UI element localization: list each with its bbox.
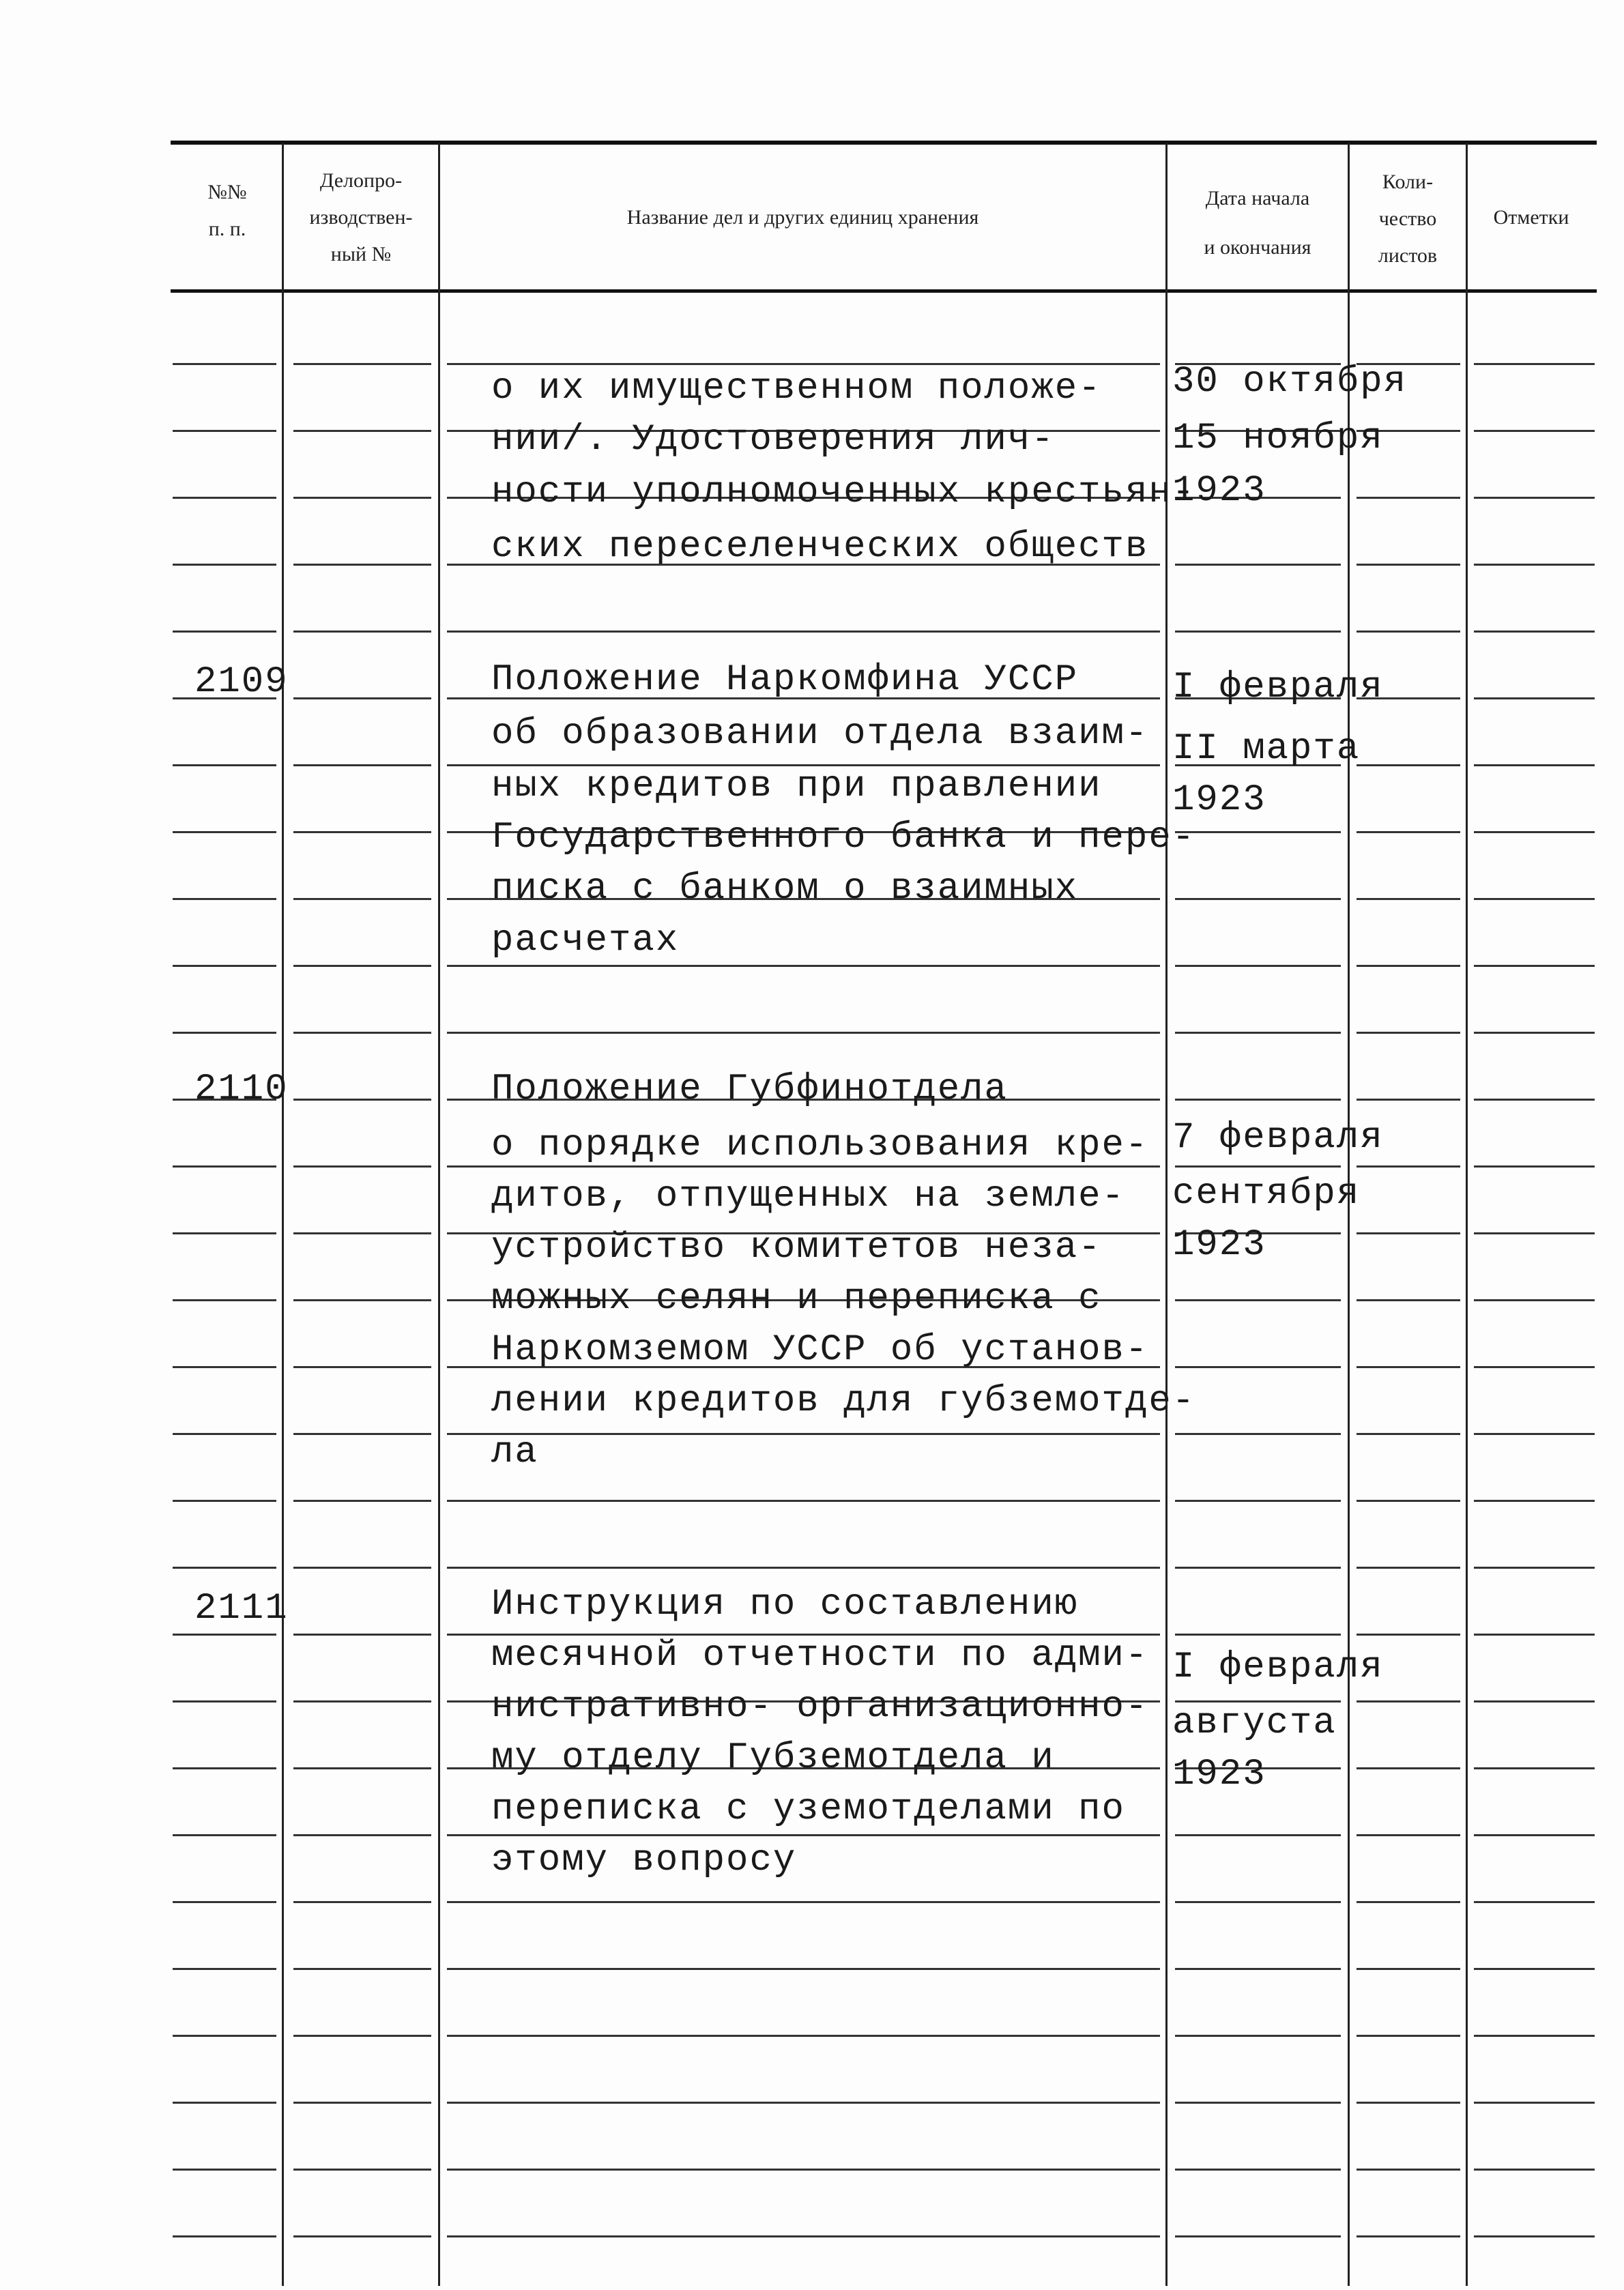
ruled-line xyxy=(173,1901,276,1903)
ruled-line xyxy=(1357,1165,1460,1168)
ruled-line xyxy=(173,2102,276,2104)
ruled-line xyxy=(173,764,276,766)
ruled-line xyxy=(1175,1366,1341,1368)
entry-number: 2111 xyxy=(194,1588,289,1629)
header-line: Делопро- xyxy=(319,169,403,192)
ruled-line xyxy=(293,1165,431,1168)
ruled-line xyxy=(293,2102,431,2104)
ruled-line xyxy=(1175,1299,1341,1301)
ruled-line xyxy=(1357,965,1460,967)
entry-title-line: месячной отчетности по адми- xyxy=(491,1635,1149,1677)
header-line: и окончания xyxy=(1204,236,1311,259)
entry-title-line: Инструкция по составлению xyxy=(491,1584,1079,1625)
ruled-line xyxy=(1357,1767,1460,1769)
entry-title-line: дитов, отпущенных на земле- xyxy=(491,1176,1125,1217)
ruled-line xyxy=(293,898,431,900)
ruled-line xyxy=(173,2169,276,2171)
ruled-line xyxy=(1357,1500,1460,1502)
ruled-line xyxy=(1357,898,1460,900)
ruled-line xyxy=(1474,1433,1595,1435)
entry-date: I февраля xyxy=(1172,667,1384,708)
ruled-line xyxy=(447,631,1160,633)
ruled-line xyxy=(1175,965,1341,967)
ruled-line xyxy=(1474,1299,1595,1301)
ruled-line xyxy=(173,1834,276,1836)
header-office-number xyxy=(284,162,438,273)
ruled-line xyxy=(1357,1634,1460,1636)
entry-title-line: ных кредитов при правлении xyxy=(491,766,1102,807)
ruled-line xyxy=(1357,631,1460,633)
entry-title-line: ности уполномоченных крестьян- xyxy=(491,472,1196,513)
ruled-line xyxy=(173,1433,276,1435)
column-divider xyxy=(1165,143,1168,2286)
ruled-line xyxy=(447,363,1160,365)
header-line: листов xyxy=(1378,244,1438,267)
ruled-line xyxy=(1474,497,1595,499)
ruled-line xyxy=(293,1232,431,1234)
entry-date: 1923 xyxy=(1172,1754,1266,1795)
ruled-line xyxy=(447,1433,1160,1435)
entry-number: 2109 xyxy=(194,661,289,703)
ruled-line xyxy=(173,1299,276,1301)
ruled-line xyxy=(293,1299,431,1301)
ruled-line xyxy=(1474,898,1595,900)
header-line: Коли- xyxy=(1382,171,1434,193)
ruled-line xyxy=(173,1767,276,1769)
ruled-line xyxy=(293,1634,431,1636)
ruled-line xyxy=(1474,1634,1595,1636)
ruled-line xyxy=(293,1032,431,1034)
ruled-line xyxy=(1357,1968,1460,1970)
ruled-line xyxy=(1175,1634,1341,1636)
ruled-line xyxy=(447,1032,1160,1034)
ruled-line xyxy=(1474,2235,1595,2237)
ruled-line xyxy=(293,2169,431,2171)
header-bottom-rule xyxy=(171,289,1597,293)
ruled-line xyxy=(1357,1567,1460,1569)
ruled-line xyxy=(447,2235,1160,2237)
entry-date: сентября xyxy=(1172,1173,1361,1215)
entry-date: 15 ноября xyxy=(1172,418,1384,459)
ruled-line xyxy=(1175,1968,1341,1970)
ruled-line xyxy=(293,764,431,766)
entry-title-line: о порядке использования кре- xyxy=(491,1125,1149,1166)
entry-date: 30 октября xyxy=(1172,361,1408,403)
ruled-line xyxy=(1474,1366,1595,1368)
ruled-line xyxy=(173,1700,276,1702)
ruled-line xyxy=(1357,1366,1460,1368)
ruled-line xyxy=(1175,2102,1341,2104)
ruled-line xyxy=(173,831,276,833)
ruled-line xyxy=(1175,1032,1341,1034)
ruled-line xyxy=(1474,1099,1595,1101)
ruled-line xyxy=(1357,2035,1460,2037)
ruled-line xyxy=(293,1567,431,1569)
ruled-line xyxy=(1357,2169,1460,2171)
ruled-line xyxy=(1474,1165,1595,1168)
ruled-line xyxy=(1175,631,1341,633)
ruled-line xyxy=(293,1500,431,1502)
ruled-line xyxy=(1357,1232,1460,1234)
ruled-line xyxy=(173,965,276,967)
ruled-line xyxy=(1175,898,1341,900)
header-sheets xyxy=(1350,164,1466,274)
entry-title-line: о их имущественном положе- xyxy=(491,368,1102,409)
ruled-line xyxy=(1175,1834,1341,1836)
entry-title-line: устройство комитетов неза- xyxy=(491,1227,1102,1269)
ruled-line xyxy=(293,631,431,633)
ruled-line xyxy=(447,1567,1160,1569)
ruled-line xyxy=(1175,1165,1341,1168)
header-number xyxy=(173,174,282,248)
ruled-line xyxy=(1474,1767,1595,1769)
entry-title-line: нии/. Удостоверения лич- xyxy=(491,419,1055,461)
entry-title-line: расчетах xyxy=(491,920,680,961)
ruled-line xyxy=(293,965,431,967)
header-notes: Отметки xyxy=(1493,206,1569,229)
ruled-line xyxy=(1474,1232,1595,1234)
column-divider xyxy=(438,143,440,2286)
ruled-line xyxy=(447,965,1160,967)
column-divider xyxy=(1348,143,1350,2286)
entry-date: 1923 xyxy=(1172,779,1266,821)
ruled-line xyxy=(1474,363,1595,365)
entry-title-line: Положение Губфинотдела xyxy=(491,1069,1008,1110)
ruled-line xyxy=(1474,965,1595,967)
entry-date: 7 февраля xyxy=(1172,1117,1384,1159)
ruled-line xyxy=(293,2235,431,2237)
ruled-line xyxy=(1357,764,1460,766)
ruled-line xyxy=(1175,1567,1341,1569)
entry-title-line: писка с банком о взаимных xyxy=(491,868,1079,910)
ruled-line xyxy=(173,631,276,633)
ruled-line xyxy=(447,1968,1160,1970)
ruled-line xyxy=(173,363,276,365)
ruled-line xyxy=(293,1433,431,1435)
column-divider xyxy=(1466,143,1468,2286)
header-dates xyxy=(1168,174,1348,272)
ruled-line xyxy=(293,1901,431,1903)
ruled-line xyxy=(173,1165,276,1168)
header-line: чество xyxy=(1378,207,1437,230)
ruled-line xyxy=(1175,1433,1341,1435)
ruled-line xyxy=(293,1700,431,1702)
ruled-line xyxy=(1474,564,1595,566)
ruled-line xyxy=(447,2169,1160,2171)
ruled-line xyxy=(1474,1834,1595,1836)
ruled-line xyxy=(1474,430,1595,432)
ruled-line xyxy=(173,2235,276,2237)
entry-title-line: Государственного банка и пере- xyxy=(491,817,1196,858)
entry-title-line: Наркомземом УССР об установ- xyxy=(491,1329,1149,1371)
ruled-line xyxy=(1474,697,1595,699)
ruled-line xyxy=(293,1834,431,1836)
column-divider xyxy=(282,143,284,2286)
ruled-line xyxy=(1357,1032,1460,1034)
ruled-line xyxy=(173,1634,276,1636)
ruled-line xyxy=(1357,1433,1460,1435)
entry-title-line: лении кредитов для губземотде- xyxy=(491,1380,1196,1422)
ruled-line xyxy=(1357,2235,1460,2237)
ruled-line xyxy=(173,1232,276,1234)
header-line: изводствен- xyxy=(309,206,413,229)
entry-date: 1923 xyxy=(1172,1224,1266,1266)
entry-title-line: переписка с уземотделами по xyxy=(491,1788,1125,1830)
ruled-line xyxy=(447,1500,1160,1502)
ruled-line xyxy=(1474,764,1595,766)
ruled-line xyxy=(173,564,276,566)
ruled-line xyxy=(173,1968,276,1970)
header-line: ный № xyxy=(330,243,392,265)
ruled-line xyxy=(1357,1299,1460,1301)
entry-title-line: можных селян и переписка с xyxy=(491,1278,1102,1320)
ruled-line xyxy=(173,898,276,900)
ruled-line xyxy=(293,564,431,566)
ruled-line xyxy=(173,2035,276,2037)
ruled-line xyxy=(447,1834,1160,1836)
entry-title-line: ла xyxy=(491,1432,538,1473)
header-line: №№ xyxy=(207,181,247,203)
ruled-line xyxy=(1474,1901,1595,1903)
ruled-line xyxy=(1357,1700,1460,1702)
ruled-line xyxy=(293,1767,431,1769)
entry-number: 2110 xyxy=(194,1069,289,1110)
entry-title-line: об образовании отдела взаим- xyxy=(491,713,1149,755)
ruled-line xyxy=(293,1968,431,1970)
ruled-line xyxy=(1175,831,1341,833)
ruled-line xyxy=(1474,1032,1595,1034)
ruled-line xyxy=(1357,1901,1460,1903)
ruled-line xyxy=(447,2102,1160,2104)
header-top-rule xyxy=(171,141,1597,145)
ruled-line xyxy=(1474,2035,1595,2037)
ruled-line xyxy=(293,497,431,499)
header-line: п. п. xyxy=(208,218,246,240)
ruled-line xyxy=(173,430,276,432)
entry-date: августа xyxy=(1172,1702,1337,1744)
ruled-line xyxy=(1175,564,1341,566)
ruled-line xyxy=(293,363,431,365)
ruled-line xyxy=(1357,1099,1460,1101)
ruled-line xyxy=(1175,1901,1341,1903)
ruled-line xyxy=(1474,1567,1595,1569)
entry-title-line: ских переселенческих обществ xyxy=(491,526,1149,568)
ruled-line xyxy=(1474,2102,1595,2104)
ruled-line xyxy=(1175,1099,1341,1101)
ruled-line xyxy=(1175,2035,1341,2037)
header-line: Дата начала xyxy=(1205,187,1310,209)
ruled-line xyxy=(1175,1500,1341,1502)
ruled-line xyxy=(1474,631,1595,633)
ruled-line xyxy=(173,1500,276,1502)
ruled-line xyxy=(173,497,276,499)
entry-title-line: нистративно- организационно- xyxy=(491,1686,1149,1728)
ruled-line xyxy=(293,697,431,699)
ruled-line xyxy=(1474,1700,1595,1702)
ruled-line xyxy=(293,1366,431,1368)
ruled-line xyxy=(173,1567,276,1569)
ruled-line xyxy=(293,430,431,432)
ruled-line xyxy=(293,831,431,833)
ruled-line xyxy=(173,1366,276,1368)
ruled-line xyxy=(173,1032,276,1034)
ruled-line xyxy=(1474,2169,1595,2171)
entry-title-line: этому вопросу xyxy=(491,1840,797,1881)
entry-title-line: му отделу Губземотдела и xyxy=(491,1737,1055,1779)
ruled-line xyxy=(1357,564,1460,566)
ruled-line xyxy=(1474,1968,1595,1970)
ruled-line xyxy=(293,1099,431,1101)
entry-title-line: Положение Наркомфина УССР xyxy=(491,659,1079,701)
ruled-line xyxy=(1357,497,1460,499)
header-title: Название дел и других единиц хранения xyxy=(626,206,979,229)
ruled-line xyxy=(1175,2169,1341,2171)
entry-date: 1923 xyxy=(1172,470,1266,512)
ruled-line xyxy=(447,1901,1160,1903)
ruled-line xyxy=(447,2035,1160,2037)
ruled-line xyxy=(293,2035,431,2037)
entry-date: II марта xyxy=(1172,728,1361,770)
entry-date: I февраля xyxy=(1172,1647,1384,1688)
ruled-line xyxy=(1357,831,1460,833)
ruled-line xyxy=(1175,2235,1341,2237)
ruled-line xyxy=(1474,831,1595,833)
ruled-line xyxy=(1474,1500,1595,1502)
ruled-line xyxy=(1357,1834,1460,1836)
ruled-line xyxy=(1357,2102,1460,2104)
